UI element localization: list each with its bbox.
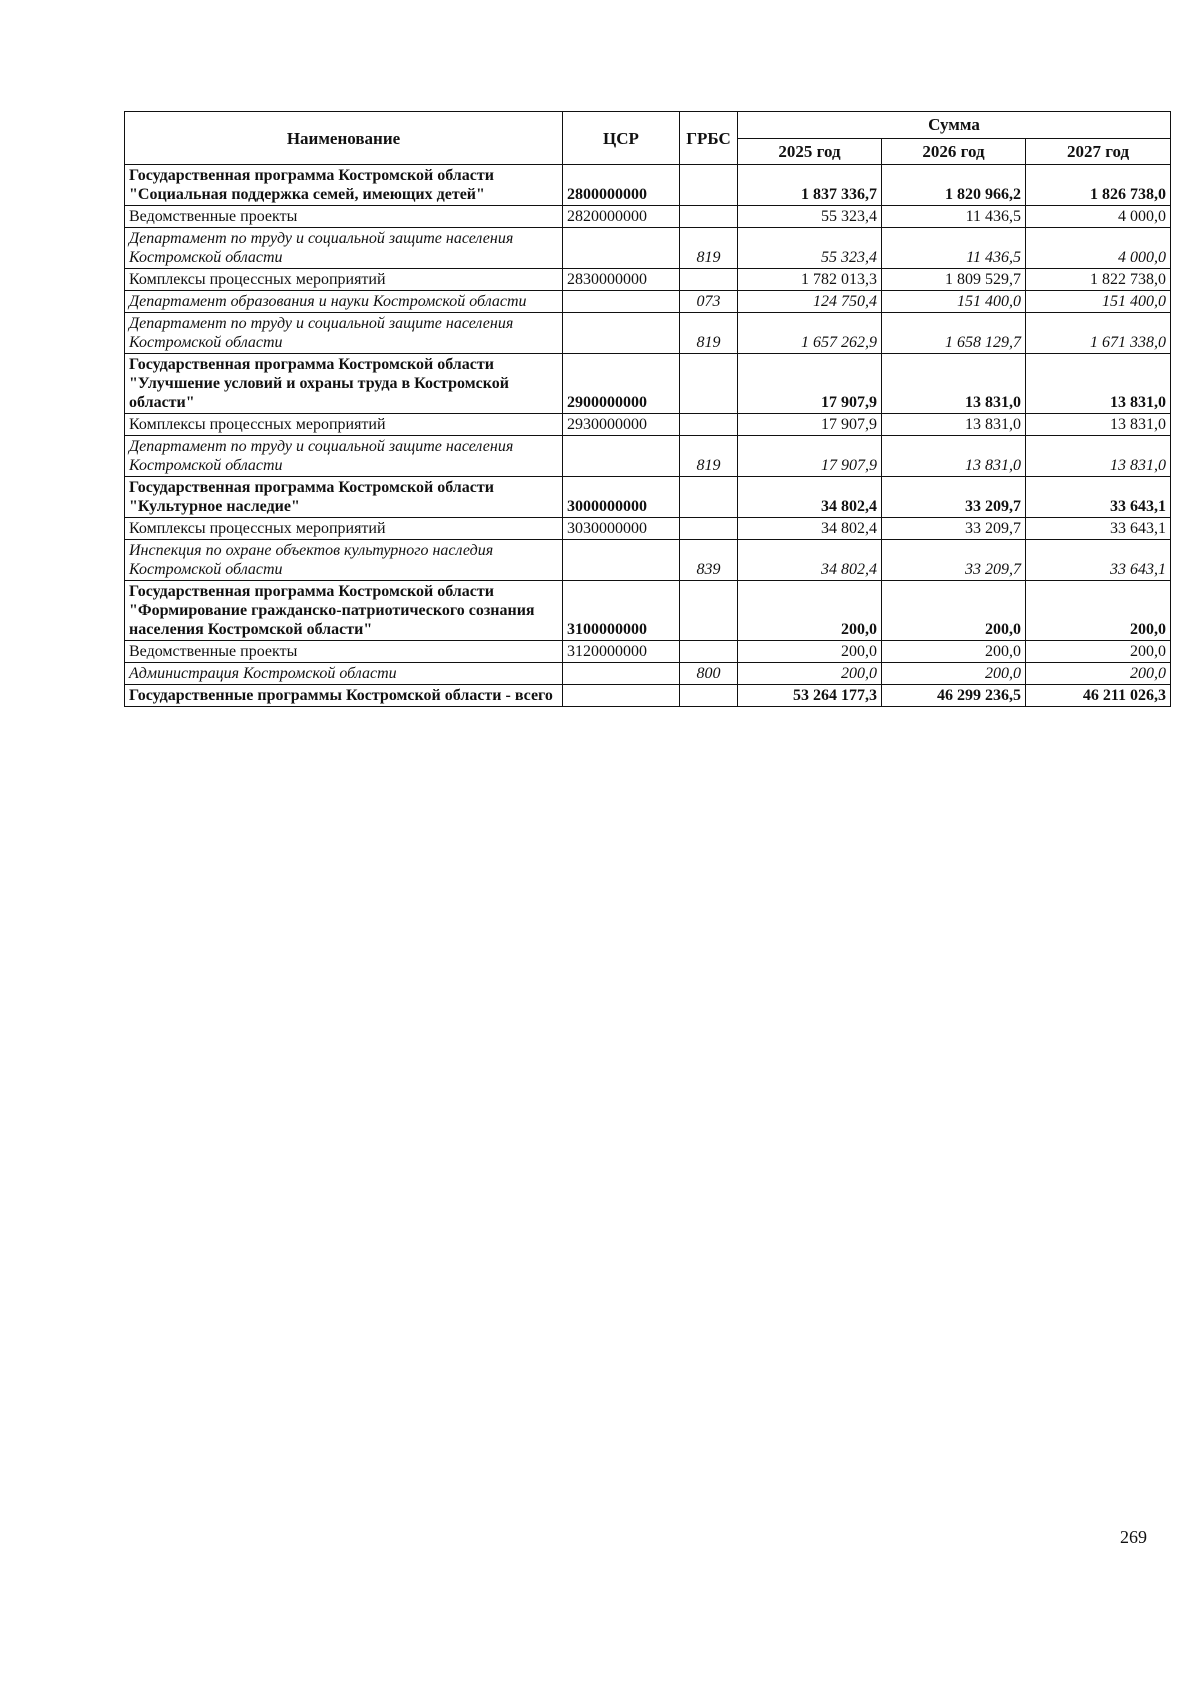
row-amount-2027: 1 671 338,0 — [1026, 313, 1171, 354]
row-amount-2026: 13 831,0 — [882, 354, 1026, 414]
table-body — [125, 165, 1171, 707]
row-grbs: 819 — [680, 228, 738, 269]
row-grbs — [680, 685, 738, 707]
row-name: Инспекция по охране объектов культурного наследия Костромской области — [125, 540, 563, 581]
header-row — [125, 112, 1171, 139]
table-row-program — [125, 581, 1171, 641]
row-amount-2027: 200,0 — [1026, 663, 1171, 685]
row-amount-2026: 151 400,0 — [882, 291, 1026, 313]
row-csr — [563, 436, 680, 477]
header-sum: Сумма — [738, 112, 1171, 139]
row-amount-2026: 1 820 966,2 — [882, 165, 1026, 206]
row-amount-2027: 33 643,1 — [1026, 518, 1171, 540]
row-amount-2026: 200,0 — [882, 581, 1026, 641]
row-csr — [563, 685, 680, 707]
row-name: Государственная программа Костромской области "Социальная поддержка семей, имеющих детей" — [125, 165, 563, 206]
row-grbs — [680, 354, 738, 414]
row-grbs: 839 — [680, 540, 738, 581]
row-amount-2027: 1 826 738,0 — [1026, 165, 1171, 206]
row-amount-2026: 11 436,5 — [882, 228, 1026, 269]
row-name: Ведомственные проекты — [125, 206, 563, 228]
row-amount-2025: 17 907,9 — [738, 436, 882, 477]
table-row-total — [125, 685, 1171, 707]
row-csr — [563, 540, 680, 581]
table-row-program — [125, 354, 1171, 414]
row-amount-2027: 46 211 026,3 — [1026, 685, 1171, 707]
table-row-section — [125, 518, 1171, 540]
row-name: Департамент по труду и социальной защите населения Костромской области — [125, 313, 563, 354]
row-csr: 3120000000 — [563, 641, 680, 663]
row-amount-2026: 1 658 129,7 — [882, 313, 1026, 354]
row-amount-2027: 33 643,1 — [1026, 477, 1171, 518]
table-row-section — [125, 269, 1171, 291]
row-name: Департамент образования и науки Костромской области — [125, 291, 563, 313]
row-csr — [563, 228, 680, 269]
row-name: Администрация Костромской области — [125, 663, 563, 685]
budget-sheet — [124, 111, 1170, 707]
row-csr: 3100000000 — [563, 581, 680, 641]
row-amount-2025: 34 802,4 — [738, 518, 882, 540]
row-grbs — [680, 518, 738, 540]
row-name: Ведомственные проекты — [125, 641, 563, 663]
table-row-dept — [125, 436, 1171, 477]
row-name: Департамент по труду и социальной защите населения Костромской области — [125, 228, 563, 269]
row-amount-2026: 33 209,7 — [882, 477, 1026, 518]
row-name: Комплексы процессных мероприятий — [125, 518, 563, 540]
row-amount-2026: 200,0 — [882, 641, 1026, 663]
row-amount-2025: 17 907,9 — [738, 414, 882, 436]
row-name: Государственные программы Костромской области - всего — [125, 685, 563, 707]
row-amount-2027: 200,0 — [1026, 641, 1171, 663]
row-amount-2027: 151 400,0 — [1026, 291, 1171, 313]
table-row-dept — [125, 228, 1171, 269]
row-csr: 2900000000 — [563, 354, 680, 414]
row-name: Комплексы процессных мероприятий — [125, 414, 563, 436]
row-csr: 3000000000 — [563, 477, 680, 518]
table-row-section — [125, 414, 1171, 436]
row-grbs — [680, 269, 738, 291]
row-amount-2025: 124 750,4 — [738, 291, 882, 313]
row-name: Государственная программа Костромской области "Культурное наследие" — [125, 477, 563, 518]
header-grbs: ГРБС — [680, 112, 738, 165]
row-amount-2025: 1 657 262,9 — [738, 313, 882, 354]
row-grbs — [680, 206, 738, 228]
table-row-dept — [125, 540, 1171, 581]
row-amount-2027: 13 831,0 — [1026, 414, 1171, 436]
row-amount-2025: 200,0 — [738, 663, 882, 685]
row-name: Государственная программа Костромской области "Формирование гражданско-патриотического сознания населения Костромской области" — [125, 581, 563, 641]
row-amount-2026: 1 809 529,7 — [882, 269, 1026, 291]
row-amount-2027: 1 822 738,0 — [1026, 269, 1171, 291]
header-csr: ЦСР — [563, 112, 680, 165]
row-grbs — [680, 641, 738, 663]
row-csr: 2930000000 — [563, 414, 680, 436]
table-row-section — [125, 641, 1171, 663]
row-csr: 2830000000 — [563, 269, 680, 291]
header-year-2027: 2027 год — [1026, 138, 1171, 165]
row-amount-2025: 1 837 336,7 — [738, 165, 882, 206]
table-row-dept — [125, 313, 1171, 354]
row-csr — [563, 663, 680, 685]
row-name: Комплексы процессных мероприятий — [125, 269, 563, 291]
row-grbs — [680, 581, 738, 641]
row-grbs: 819 — [680, 436, 738, 477]
row-amount-2026: 33 209,7 — [882, 540, 1026, 581]
row-grbs: 073 — [680, 291, 738, 313]
table-row-dept — [125, 663, 1171, 685]
row-amount-2025: 34 802,4 — [738, 540, 882, 581]
budget-table — [124, 111, 1171, 707]
row-csr: 2800000000 — [563, 165, 680, 206]
row-amount-2027: 200,0 — [1026, 581, 1171, 641]
row-csr — [563, 291, 680, 313]
row-amount-2025: 17 907,9 — [738, 354, 882, 414]
row-grbs — [680, 165, 738, 206]
row-amount-2026: 11 436,5 — [882, 206, 1026, 228]
row-amount-2025: 1 782 013,3 — [738, 269, 882, 291]
row-amount-2025: 53 264 177,3 — [738, 685, 882, 707]
row-amount-2026: 13 831,0 — [882, 414, 1026, 436]
row-amount-2026: 200,0 — [882, 663, 1026, 685]
table-row-dept — [125, 291, 1171, 313]
header-year-2026: 2026 год — [882, 138, 1026, 165]
row-csr: 2820000000 — [563, 206, 680, 228]
row-amount-2025: 55 323,4 — [738, 206, 882, 228]
table-row-program — [125, 165, 1171, 206]
row-amount-2027: 4 000,0 — [1026, 206, 1171, 228]
row-csr — [563, 313, 680, 354]
row-amount-2026: 13 831,0 — [882, 436, 1026, 477]
row-name: Департамент по труду и социальной защите населения Костромской области — [125, 436, 563, 477]
row-amount-2027: 13 831,0 — [1026, 354, 1171, 414]
row-amount-2025: 200,0 — [738, 641, 882, 663]
row-amount-2025: 55 323,4 — [738, 228, 882, 269]
row-amount-2025: 34 802,4 — [738, 477, 882, 518]
row-name: Государственная программа Костромской области "Улучшение условий и охраны труда в Костромской области" — [125, 354, 563, 414]
page-number: 269 — [1120, 1527, 1147, 1547]
row-amount-2026: 46 299 236,5 — [882, 685, 1026, 707]
header-year-2025: 2025 год — [738, 138, 882, 165]
row-grbs: 800 — [680, 663, 738, 685]
row-csr: 3030000000 — [563, 518, 680, 540]
row-amount-2025: 200,0 — [738, 581, 882, 641]
row-amount-2027: 13 831,0 — [1026, 436, 1171, 477]
header-name: Наименование — [125, 112, 563, 165]
row-amount-2026: 33 209,7 — [882, 518, 1026, 540]
row-amount-2027: 33 643,1 — [1026, 540, 1171, 581]
row-grbs: 819 — [680, 313, 738, 354]
table-row-section — [125, 206, 1171, 228]
row-grbs — [680, 477, 738, 518]
row-grbs — [680, 414, 738, 436]
row-amount-2027: 4 000,0 — [1026, 228, 1171, 269]
table-row-program — [125, 477, 1171, 518]
